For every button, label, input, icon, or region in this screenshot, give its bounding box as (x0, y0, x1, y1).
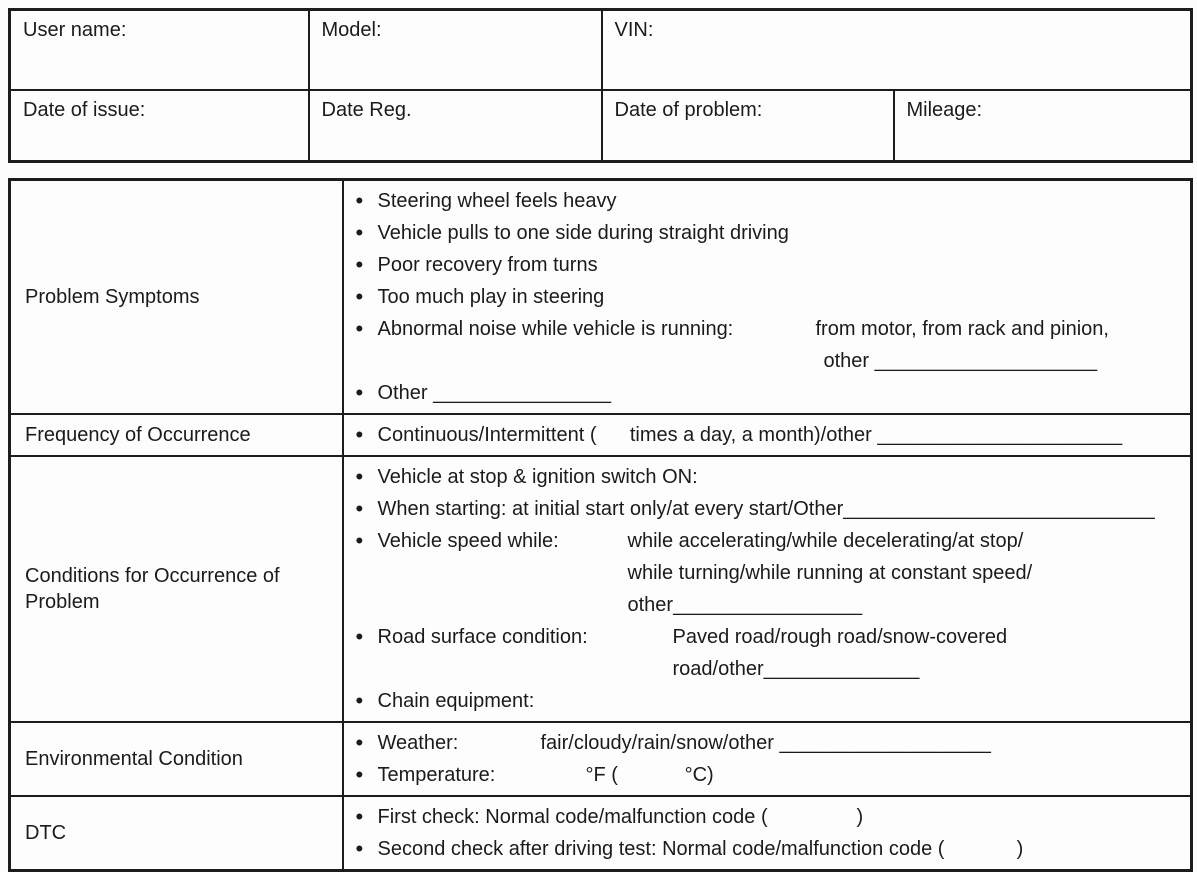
problem-diagnosis-table (8, 178, 1193, 872)
symptom-line (356, 217, 1185, 249)
condition-line-continuation (356, 653, 1185, 685)
row-label: Environmental Condition (25, 748, 243, 770)
date-of-problem-label: Date of problem: (614, 99, 763, 121)
symptom-line (356, 281, 1185, 313)
table-row (10, 180, 1192, 415)
condition-options: while turning/while running at constant speed/ (627, 562, 1033, 584)
condition-text: • Chain equipment: (377, 690, 535, 712)
problem-symptoms-label-cell (10, 180, 343, 415)
mileage-label: Mileage: (906, 99, 983, 121)
condition-line (356, 621, 1185, 653)
date-reg-cell (309, 90, 602, 162)
table-row (10, 722, 1192, 796)
condition-line (356, 525, 1185, 557)
symptom-text: • Poor recovery from turns (377, 254, 598, 276)
row-label: Problem Symptoms (25, 286, 200, 308)
symptom-options: from motor, from rack and pinion, (815, 318, 1109, 340)
conditions-content-cell (343, 456, 1192, 722)
user-name-label: User name: (23, 19, 127, 41)
environmental-label-cell (10, 722, 343, 796)
vehicle-info-table (8, 8, 1193, 163)
weather-line (356, 727, 1185, 759)
other-blank-field: other ____________________ (823, 350, 1098, 372)
symptom-text: • Too much play in steering (377, 286, 605, 308)
conditions-label-cell (10, 456, 343, 722)
table-row (10, 414, 1192, 456)
symptom-line (356, 377, 1185, 409)
date-of-problem-cell (602, 90, 894, 162)
weather-label: • Weather: (377, 732, 459, 754)
frequency-text: • Continuous/Intermittent ( times a day, a month)/other ______________________ (377, 424, 1123, 446)
environmental-content-cell (343, 722, 1192, 796)
dtc-text: • First check: Normal code/malfunction code ( ) (377, 806, 864, 828)
frequency-content-cell (343, 414, 1192, 456)
condition-line-continuation (356, 589, 1185, 621)
symptom-line (356, 185, 1185, 217)
model-cell (309, 10, 602, 91)
user-name-cell (10, 10, 309, 91)
condition-text: • Vehicle at stop & ignition switch ON: (377, 466, 698, 488)
row-label: Frequency of Occurrence (25, 424, 251, 446)
table-row (10, 796, 1192, 871)
condition-text: • Road surface condition: (377, 626, 588, 648)
symptom-line (356, 313, 1185, 345)
condition-line-continuation (356, 557, 1185, 589)
symptom-line (356, 249, 1185, 281)
temperature-fields: °F ( °C) (585, 764, 714, 786)
temperature-label: • Temperature: (377, 764, 496, 786)
condition-line (356, 685, 1185, 717)
dtc-first-check-line (356, 801, 1185, 833)
symptom-text: • Steering wheel feels heavy (377, 190, 617, 212)
dtc-content-cell (343, 796, 1192, 871)
other-blank-field: road/other______________ (672, 658, 920, 680)
mileage-cell (894, 90, 1192, 162)
condition-text: • Vehicle speed while: (377, 530, 559, 552)
dtc-text: • Second check after driving test: Normal code/malfunction code ( ) (377, 838, 1024, 860)
vin-cell (602, 10, 1192, 91)
frequency-label-cell (10, 414, 343, 456)
temperature-line (356, 759, 1185, 791)
condition-line (356, 493, 1185, 525)
condition-options: Paved road/rough road/snow-covered (672, 626, 1008, 648)
condition-line (356, 461, 1185, 493)
problem-symptoms-content-cell (343, 180, 1192, 415)
other-blank-field: other_________________ (627, 594, 863, 616)
condition-options: while accelerating/while decelerating/at stop/ (627, 530, 1024, 552)
date-of-issue-label: Date of issue: (23, 99, 146, 121)
symptom-text: • Abnormal noise while vehicle is running: (377, 318, 734, 340)
date-reg-label: Date Reg. (321, 99, 412, 121)
model-label: Model: (321, 19, 382, 41)
frequency-line (356, 419, 1185, 451)
symptom-text: • Vehicle pulls to one side during straight driving (377, 222, 789, 244)
date-of-issue-cell (10, 90, 309, 162)
row-label: DTC (25, 822, 67, 844)
vin-label: VIN: (614, 19, 654, 41)
condition-text: • When starting: at initial start only/at every start/Other____________________________ (377, 498, 1155, 520)
table-spacer (8, 163, 1190, 178)
symptom-line-continuation (356, 345, 1185, 377)
other-blank-field: • Other ________________ (377, 382, 612, 404)
table-row (10, 456, 1192, 722)
weather-options: fair/cloudy/rain/snow/other ___________________ (540, 732, 991, 754)
row-label: Conditions for Occurrence of Problem (25, 565, 280, 613)
dtc-label-cell (10, 796, 343, 871)
